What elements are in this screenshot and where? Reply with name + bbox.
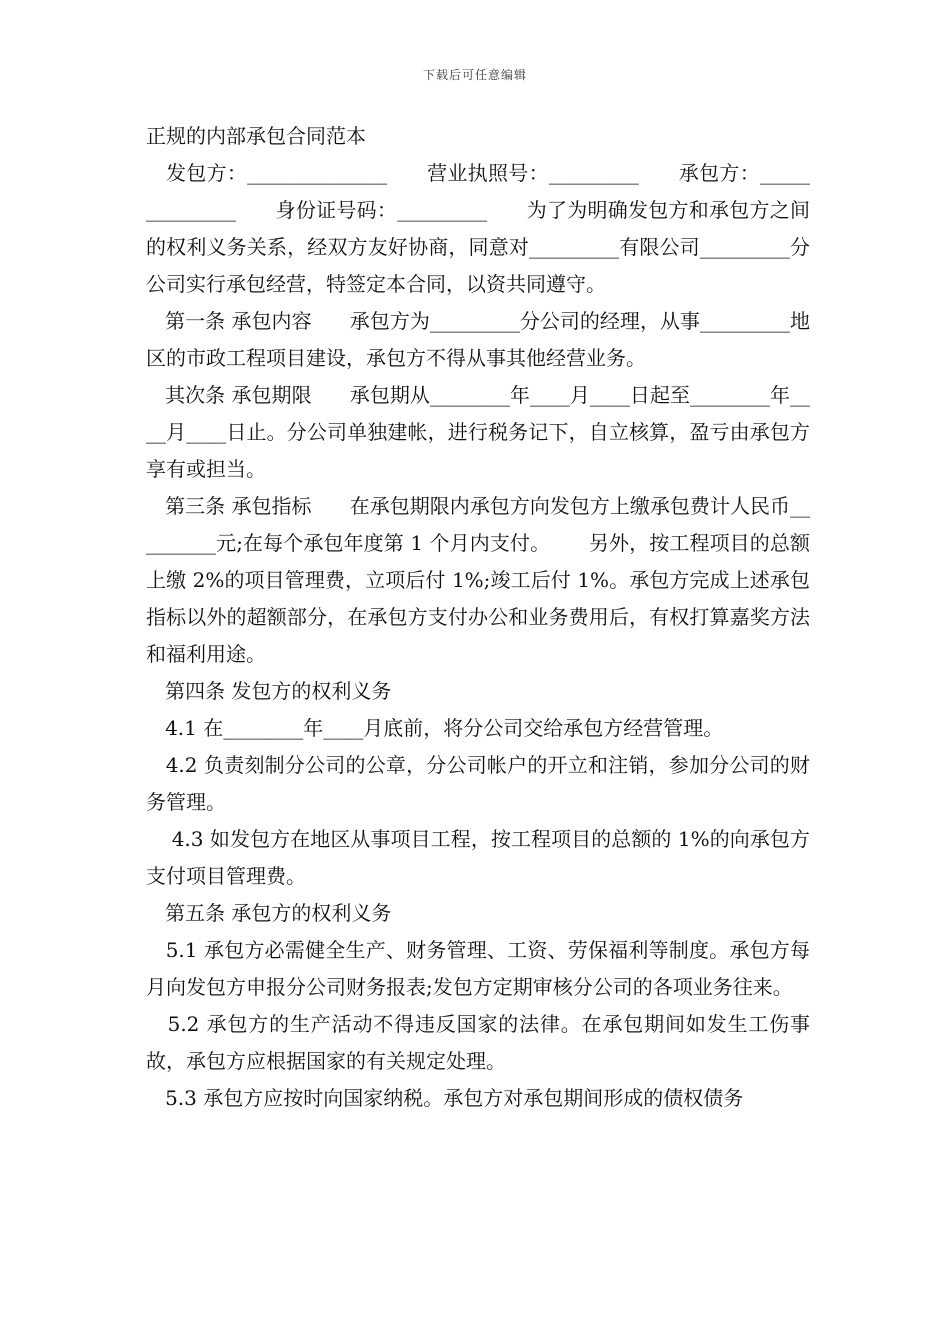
paragraph-preamble: 发包方：______________ 营业执照号：_________ 承包方：______________ 身份证号码：_________ 为了为明确发包方和承包方之间的权利义务关系，经双方友好协商，同意对_________有限公司_________分公司实行承包经营，特签定本合同，以资共同遵守。 — [146, 161, 810, 296]
paragraph-clause-5-1: 5.1 承包方必需健全生产、财务管理、工资、劳保福利等制度。承包方每月向发包方申报分公司财务报表;发包方定期审核分公司的各项业务往来。 — [146, 938, 810, 999]
paragraph-article-3: 第三条 承包指标 在承包期限内承包方向发包方上缴承包费计人民币_________元;在每个承包年度第 1 个月内支付。 另外，按工程项目的总额上缴 2%的项目管理费，立项后付 1%;竣工后付 1%。承包方完成上述承包指标以外的超额部分，在承包方支付办公和业务费用后，有权打算嘉奖方法和福利用途。 — [146, 494, 810, 666]
paragraph-article-4-heading: 第四条 发包方的权利义务 — [146, 679, 392, 703]
document-body — [146, 118, 810, 1117]
paragraph-clause-4-3: 4.3 如发包方在地区从事项目工程，按工程项目的总额的 1%的向承包方支付项目管理费。 — [146, 827, 810, 888]
paragraph-clause-5-2: 5.2 承包方的生产活动不得违反国家的法律。在承包期间如发生工伤事故，承包方应根据国家的有关规定处理。 — [146, 1012, 810, 1073]
paragraph-article-5-heading: 第五条 承包方的权利义务 — [146, 901, 392, 925]
paragraph-clause-5-3: 5.3 承包方应按时向国家纳税。承包方对承包期间形成的债权债务 — [146, 1086, 744, 1110]
paragraph-article-1: 第一条 承包内容 承包方为_________分公司的经理，从事_________地区的市政工程项目建设，承包方不得从事其他经营业务。 — [146, 309, 810, 370]
paragraph-clause-4-2: 4.2 负责刻制分公司的公章，分公司帐户的开立和注销，参加分公司的财务管理。 — [146, 753, 810, 814]
page-header-note: 下载后可任意编辑 — [422, 68, 527, 82]
document-title: 正规的内部承包合同范本 — [146, 124, 366, 148]
paragraph-clause-4-1: 4.1 在________年____月底前，将分公司交给承包方经营管理。 — [146, 716, 724, 740]
paragraph-article-2: 其次条 承包期限 承包期从________年____月____日起至________年____月____日止。分公司单独建帐，进行税务记下，自立核算，盈亏由承包方享有或担当。 — [146, 383, 810, 481]
